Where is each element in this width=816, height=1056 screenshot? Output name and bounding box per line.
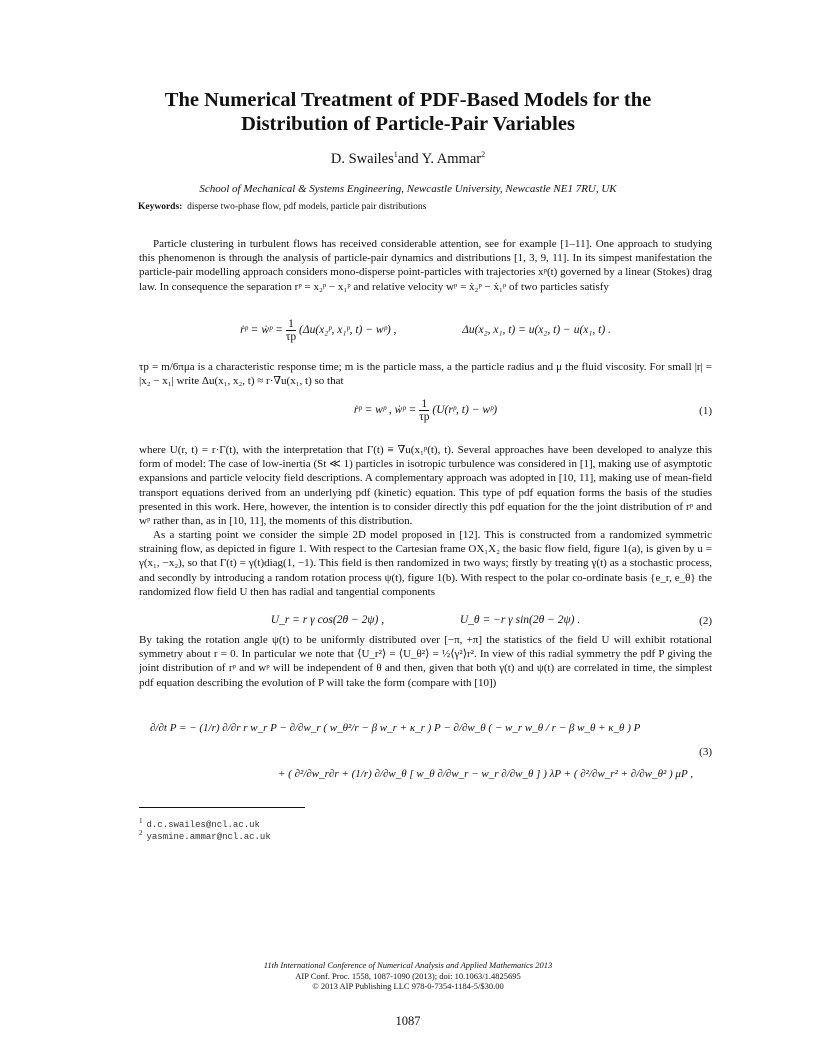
keywords bbox=[138, 202, 426, 212]
eq0-right: Δu(x₂, x₁, t) = u(x₂, t) − u(x₁, t) . bbox=[462, 324, 611, 337]
footnote-rule bbox=[139, 807, 305, 808]
equation-2-number: (2) bbox=[699, 615, 712, 627]
equation-3-number: (3) bbox=[699, 746, 712, 758]
page-number: 1087 bbox=[395, 1014, 421, 1028]
keywords-label: Keywords: bbox=[138, 202, 183, 212]
paragraph-response-time: τp = m/6πμa is a characteristic response time; m is the particle mass, a the particle radius and μ the fluid viscosity. For small |r| = |x₂ − x₁| write Δu(x₁, x₂, t) ≈ r·∇u(x₁, t) so that bbox=[139, 361, 712, 388]
publication-footer bbox=[100, 960, 716, 992]
paragraph-rotation: By taking the rotation angle ψ(t) to be uniformly distributed over [−π, +π] the statistics of the field U will exhibit rotational symmetry about r = 0. In particular we note that ⟨U_r²⟩ = ⟨U_θ²⟩ = ½⟨γ²⟩r². In view of this radial symmetry the pdf P giving the joint distribution of rᵖ and wᵖ will be independent of θ and then, given that both γ(t) and ψ(t) are correlated in time, the simplest pdf equation describing the evolution of P will take the form (compare with [10]) bbox=[139, 634, 712, 689]
eq0-fraction bbox=[286, 318, 296, 343]
keywords-text: disperse two-phase flow, pdf models, particle pair distributions bbox=[187, 202, 427, 212]
author-2-mark: 2 bbox=[481, 150, 486, 159]
eq2-left: U_r = r γ cos(2θ − 2ψ) , bbox=[270, 614, 385, 626]
footer-proceedings: AIP Conf. Proc. 1558, 1087-1090 (2013); doi: 10.1063/1.4825695 bbox=[295, 970, 521, 981]
eq1-paren: (U(rᵖ, t) − wᵖ) bbox=[432, 404, 498, 417]
author-1: D. Swailes bbox=[330, 150, 394, 167]
eq2-right: U_θ = −r γ sin(2θ − 2ψ) . bbox=[459, 614, 581, 626]
equation-1-number: (1) bbox=[699, 405, 712, 417]
paragraph-approaches: where U(r, t) = r·Γ(t), with the interpretation that Γ(t) ≡ ∇u(x₁ᵖ(t), t). Several approaches have been developed to analyze this form of model: The case of low-inertia (St ≪ 1) particles in isotropic turbulence was considered in [1], making use of asymptotic expansions and particle velocity field descriptions. A complementary approach was adopted in [10, 11], making use of mean-field transport equations derived from an underlying pdf (kinetic) equation. This type of pdf equation forms the basis of the studies presented in this work. Here, however, the intention is to consider directly this pdf equation for the the joint distribution of rᵖ and wᵖ rather than, as in [10, 11], the moments of this distribution. bbox=[139, 444, 712, 528]
eq1-numerator: 1 bbox=[419, 398, 429, 411]
eq0-paren: (Δu(x₂ᵖ, x₁ᵖ, t) − wᵖ) , bbox=[299, 324, 397, 337]
equation-0 bbox=[139, 318, 712, 343]
paragraph-intro: Particle clustering in turbulent flows has received considerable attention, see for example [1–11]. One approach to studying this phenomenon is through the analysis of particle-pair dynamics and distributions [1, 3, 9, 11]. In its simpest manifestation the particle-pair modelling approach considers mono-disperse point-particles with trajectories xᵖ(t) governed by a linear (Stokes) drag law. In consequence the separation rᵖ = x₂ᵖ − x₁ᵖ and relative velocity wᵖ = ẋ₂ᵖ − ẋ₁ᵖ of two particles satisfy bbox=[139, 238, 712, 293]
eq0-left: ṙᵖ = ẇᵖ = bbox=[240, 324, 286, 337]
affiliation: School of Mechanical & Systems Engineering, Newcastle University, Newcastle NE1 7RU, UK bbox=[199, 183, 617, 195]
paper-title bbox=[100, 88, 716, 136]
footnote-1-mark: 1 bbox=[139, 817, 143, 825]
footnote-2-mark: 2 bbox=[139, 829, 143, 837]
eq1-left: ṙᵖ = wᵖ , ẇᵖ = bbox=[353, 404, 420, 417]
author-2: and Y. Ammar bbox=[397, 150, 482, 167]
equation-3-line-2: + ( ∂²/∂w_r∂r + (1/r) ∂/∂w_θ [ w_θ ∂/∂w_r − w_r ∂/∂w_θ ] ) λP + ( ∂²/∂w_r² + ∂/∂w_θ² ) μP , bbox=[278, 768, 693, 780]
footer-conference: 11th International Conference of Numerical Analysis and Applied Mathematics 2013 bbox=[263, 960, 553, 970]
equation-1 bbox=[139, 398, 712, 423]
eq1-denominator: τp bbox=[419, 411, 430, 423]
footnote-2 bbox=[139, 829, 271, 842]
authors bbox=[100, 150, 716, 168]
footnote-2-email[interactable]: yasmine.ammar@ncl.ac.uk bbox=[146, 832, 271, 842]
eq1-fraction bbox=[419, 398, 429, 423]
equation-2 bbox=[139, 614, 712, 626]
eq0-numerator: 1 bbox=[286, 318, 296, 331]
footnote-1-email[interactable]: d.c.swailes@ncl.ac.uk bbox=[146, 820, 260, 830]
title-line-1: The Numerical Treatment of PDF-Based Models for the bbox=[164, 89, 652, 111]
footer-copyright: © 2013 AIP Publishing LLC 978-0-7354-1184-5/$30.00 bbox=[312, 981, 504, 991]
title-line-2: Distribution of Particle-Pair Variables bbox=[241, 113, 575, 135]
eq0-denominator: τp bbox=[285, 331, 297, 343]
paragraph-2d-model: As a starting point we consider the simple 2D model proposed in [12]. This is constructed from a randomized symmetric straining flow, as depicted in figure 1. With respect to the Cartesian frame OX₁X₂ the basic flow field, figure 1(a), is given by u = γ(x₁, −x₂), so that Γ(t) = γ(t)diag(1, −1). This field is then randomized in two ways; firstly by treating γ(t) as a stochastic process, and secondly by introducing a random rotation process ψ(t), figure 1(b). With respect to the polar co-ordinate basis {e_r, e_θ} the randomized flow field U then has radial and tangential components bbox=[139, 529, 712, 598]
author-1-mark: 1 bbox=[393, 150, 398, 159]
equation-3-line-1: ∂/∂t P = − (1/r) ∂/∂r r w_r P − ∂/∂w_r ( w_θ²/r − β w_r + κ_r ) P − ∂/∂w_θ ( − w_r w_θ / r − β w_θ + κ_θ ) P bbox=[150, 722, 641, 734]
